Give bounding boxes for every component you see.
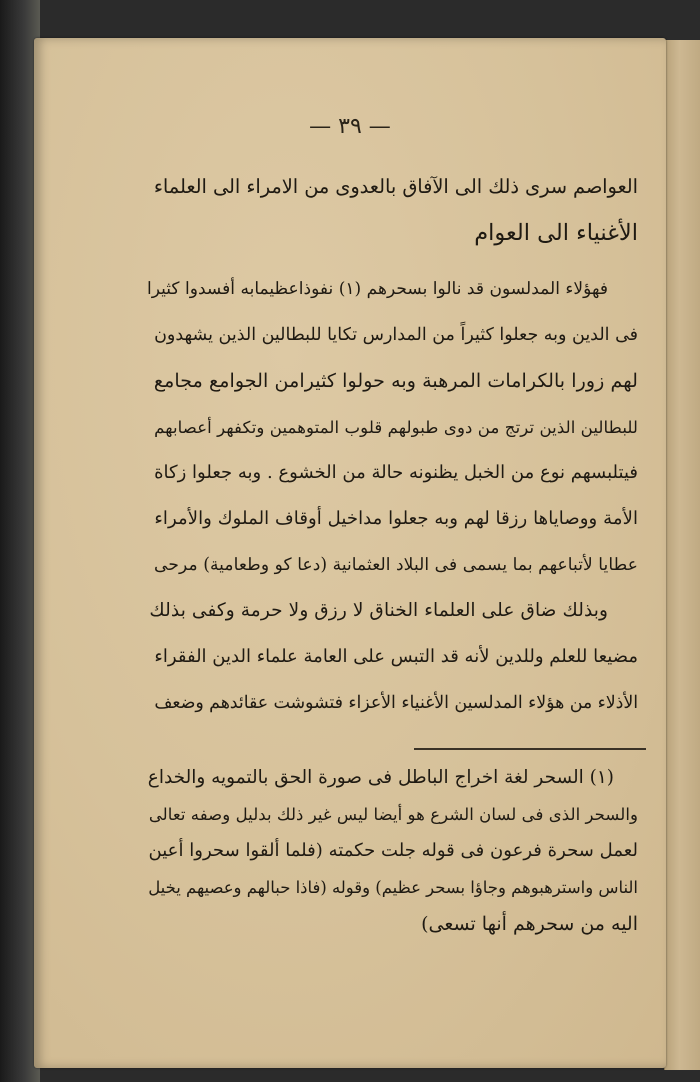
footnote-line: الناس واسترهبوهم وجاؤا بسحر عظيم) وقوله (فاذا حبالهم وعصيهم يخيل [148, 877, 638, 897]
body-line: الأمة ووصاياها رزقا لهم وبه جعلوا مداخيل أوقاف الملوك والأمراء [154, 508, 638, 529]
footnote-line: اليه من سحرهم أنها تسعى) [421, 913, 638, 935]
footnote-divider [414, 748, 646, 750]
footnote-line: والسحر الذى فى لسان الشرع هو أيضا ليس غير ذلك بدليل وصفه تعالى [148, 804, 638, 824]
body-line: العواصم سرى ذلك الى الآفاق بالعدوى من الامراء الى العلماء [153, 175, 638, 198]
footnote-line: لعمل سحرة فرعون فى قوله جلت حكمته (فلما ألقوا سحروا أعين [148, 840, 638, 861]
body-text [144, 164, 638, 726]
body-line: فيتلبسهم نوع من الخبل يظنونه حالة من الخشوع . وبه جعلوا زكاة [154, 462, 638, 483]
body-line: الأغنياء الى العوام [474, 220, 638, 246]
body-line: لهم زورا بالكرامات المرهبة وبه حولوا كثيرامن الجوامع مجامع [153, 369, 638, 392]
body-line: عطايا لأتباعهم بما يسمى فى البلاد العثمانية (دعا كو وطعامية) مرحى [154, 555, 638, 575]
body-line: فى الدين وبه جعلوا كثيراً من المدارس تكايا للبطالين الذين يشهدون [154, 325, 638, 345]
page-number: — ٣٩ — [309, 114, 391, 139]
opposite-page-edge [664, 40, 700, 1070]
body-line: وبذلك ضاق على العلماء الخناق لا رزق ولا حرمة وكفى بذلك [149, 600, 608, 621]
paragraph-gap [144, 256, 638, 266]
body-line: الأذلاء من هؤلاء المدلسين الأغنياء الأعزاء فتشوشت عقائدهم وضعف [154, 693, 638, 713]
body-line: مضيعا للعلم وللدين لأنه قد التبس على العامة علماء الدين الفقراء [154, 646, 638, 667]
body-line: فهؤلاء المدلسون قد نالوا بسحرهم (١) نفوذاعظيمابه أفسدوا كثيرا [146, 279, 608, 299]
book-page [34, 38, 666, 1068]
body-line: للبطالين الذين ترتج من دوى طبولهم قلوب المتوهمين وتكفهر أعصابهم [154, 417, 638, 437]
footnote-line: (١) السحر لغة اخراج الباطل فى صورة الحق بالتمويه والخداع [147, 767, 614, 788]
footnotes [138, 760, 638, 943]
